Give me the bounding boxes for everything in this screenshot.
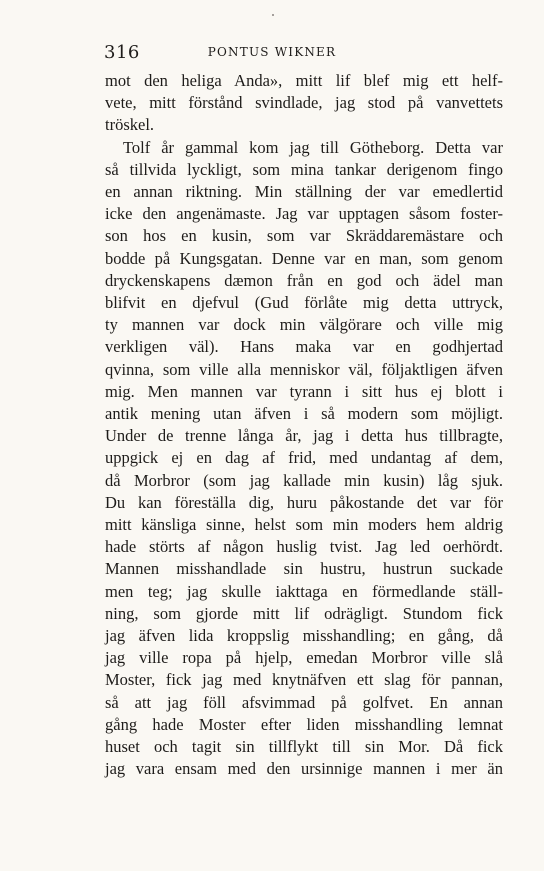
text-line: gång hade Moster efter liden misshandling lemnat: [105, 714, 503, 734]
text-line: mig. Men mannen var tyrann i sitt hus ej blott i: [105, 381, 503, 401]
text-line: uppgick ej en dag af frid, med undantag af dem,: [105, 448, 503, 468]
text-line: så tillvida lyckligt, som mina tankar derigenom fingo: [105, 159, 503, 179]
text-line: Mannen misshandlade sin hustru, hustrun suckade: [105, 559, 503, 579]
text-line: bodde på Kungsgatan. Denne var en man, som genom: [105, 248, 503, 268]
text-line: en annan riktning. Min ställning der var emedlertid: [105, 182, 503, 202]
text-line: jag äfven lida kroppslig misshandling; en gång, då: [105, 626, 503, 646]
text-line: huset och tagit sin tillflykt till sin Mor. Då fick: [105, 737, 503, 757]
running-head: PONTUS WIKNER: [207, 45, 337, 59]
text-line: jag ville ropa på hjelp, emedan Morbror ville slå: [105, 648, 503, 668]
text-line: ning, som gjorde mitt lif odrägligt. Stundom fick: [105, 603, 503, 623]
text-line: dryckenskapens dæmon från en god och ädel man: [105, 270, 503, 290]
print-speck: [272, 14, 274, 16]
text-line: qvinna, som ville alla menniskor väl, följaktligen äfven: [105, 359, 503, 379]
text-line: ty mannen var dock min välgörare och ville mig: [105, 315, 503, 335]
text-line: hade störts af någon huslig tvist. Jag led oerhördt.: [105, 537, 503, 557]
text-line: jag vara ensam med den ursinnige mannen i mer än: [105, 759, 503, 779]
text-line: mot den heliga Anda», mitt lif blef mig ett helf-: [105, 71, 503, 90]
text-line: tröskel.: [105, 115, 155, 135]
text-line: Moster, fick jag med knytnäfven ett slag för pannan,: [105, 670, 503, 690]
text-line: så att jag föll afsvimmad på golfvet. En annan: [105, 692, 503, 712]
text-line: antik mening utan äfven i så modern som möjligt.: [105, 404, 503, 424]
text-line: men teg; jag skulle iakttaga en förmedlande ställ-: [105, 581, 503, 601]
text-line: Tolf år gammal kom jag till Götheborg. Detta var: [123, 137, 503, 157]
text-line: Du kan föreställa dig, huru påkostande det var för: [105, 492, 503, 512]
text-line: son hos en kusin, som var Skräddaremästare och: [105, 226, 503, 246]
body-text: [105, 70, 503, 781]
text-line: icke den angenämaste. Jag var upptagen såsom foster-: [105, 204, 503, 224]
text-line: mitt känsliga sinne, helst som min moders hem aldrig: [105, 515, 503, 535]
page-number: 316: [104, 42, 140, 63]
text-line: Under de trenne långa år, jag i detta hus tillbragte,: [105, 426, 503, 446]
text-line: vete, mitt förstånd svindlade, jag stod på vanvettets: [105, 93, 503, 113]
text-line: verkligen väl). Hans maka var en godhjertad: [105, 337, 503, 357]
text-line: då Morbror (som jag kallade min kusin) låg sjuk.: [105, 470, 503, 490]
text-line: blifvit en djefvul (Gud förlåte mig detta uttryck,: [105, 293, 503, 313]
